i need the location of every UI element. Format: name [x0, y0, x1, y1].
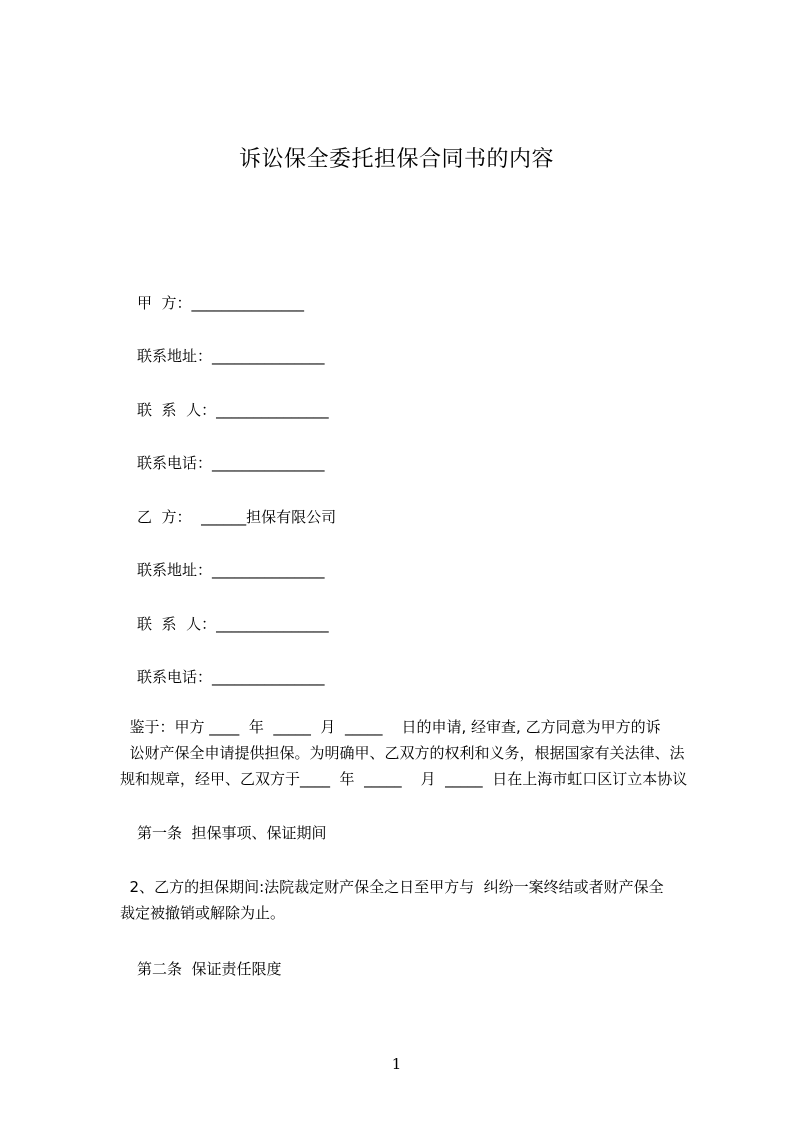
clause-line: 2、乙方的担保期间:法院裁定财产保全之日至甲方与 纠纷一案终结或者财产保全 [120, 878, 664, 896]
party-a-phone-line: 联系电话：_______________ [137, 454, 325, 472]
preamble-paragraph [120, 714, 720, 792]
preamble-line: 鉴于：甲方 ____ 年 _____ 月 _____ 日的申请, 经审查, 乙方同意为甲方的诉 [120, 718, 661, 736]
party-b-name-line: 乙 方： ______担保有限公司 [137, 508, 337, 526]
party-b-address-line: 联系地址：_______________ [137, 561, 325, 579]
document-title: 诉讼保全委托担保合同书的内容 [238, 147, 554, 172]
article-2-heading: 第二条 保证责任限度 [137, 960, 282, 978]
article-1-clause-2 [120, 874, 720, 926]
clause-line: 裁定被撤销或解除为止。 [120, 904, 286, 922]
party-a-contact-line: 联 系 人：_______________ [137, 401, 329, 419]
party-a-name-line: 甲 方：_______________ [137, 294, 305, 312]
preamble-line: 讼财产保全申请提供担保。为明确甲、乙双方的权利和义务，根据国家有关法律、法 [120, 744, 685, 762]
preamble-line: 规和规章，经甲、乙双方于____ 年 _____ 月 _____ 日在上海市虹口区订立本协议 [120, 770, 688, 788]
article-1-heading: 第一条 担保事项、保证期间 [137, 824, 327, 842]
party-a-address-line: 联系地址：_______________ [137, 347, 325, 365]
party-b-phone-line: 联系电话：_______________ [137, 668, 325, 686]
party-b-contact-line: 联 系 人：_______________ [137, 615, 329, 633]
page-number: 1 [391, 1055, 402, 1073]
